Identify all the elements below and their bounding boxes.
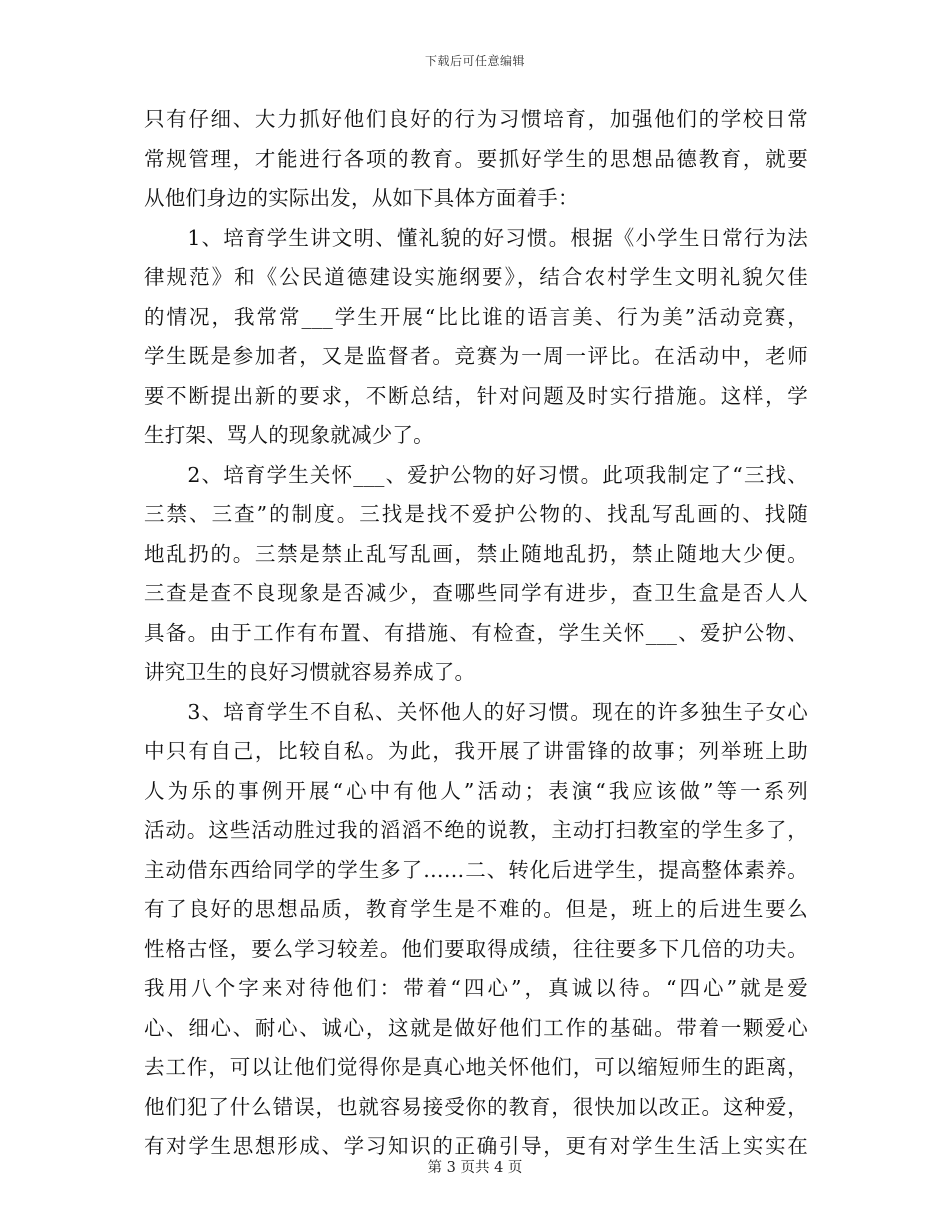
text-line: 生打架、骂人的现象就减少了。 bbox=[144, 423, 434, 447]
text-line: 地乱扔的。三禁是禁止乱写乱画，禁止随地乱扔，禁止随地大少便。 bbox=[144, 541, 808, 566]
text-line: 2、培育学生关怀___、爱护公物的好习惯。此项我制定了“三找、 bbox=[144, 462, 808, 487]
page-footer: 第 3 页共 4 页 bbox=[427, 1160, 523, 1176]
text-line: 心、细心、耐心、诚心，这就是做好他们工作的基础。带着一颗爱心 bbox=[144, 1015, 808, 1040]
text-line: 要不断提出新的要求，不断总结，针对问题及时实行措施。这样，学 bbox=[144, 383, 808, 408]
text-line: 讲究卫生的良好习惯就容易养成了。 bbox=[144, 660, 476, 684]
text-line: 有了良好的思想品质，教育学生是不难的。但是，班上的后进生要么 bbox=[144, 897, 808, 921]
text-line: 从他们身边的实际出发，从如下具体方面着手： bbox=[144, 186, 579, 210]
text-line: 的情况，我常常___学生开展“比比谁的语言美、行为美”活动竞赛， bbox=[144, 304, 808, 329]
text-line: 三禁、三查”的制度。三找是找不爱护公物的、找乱写乱画的、找随 bbox=[144, 502, 808, 526]
text-line: 性格古怪，要么学习较差。他们要取得成绩，往往要多下几倍的功夫。 bbox=[144, 936, 808, 961]
document-body bbox=[144, 100, 808, 1167]
text-line: 常规管理，才能进行各项的教育。要抓好学生的思想品德教育，就要 bbox=[144, 146, 808, 171]
text-line: 活动。这些活动胜过我的滔滔不绝的说教，主动打扫教室的学生多了， bbox=[144, 818, 808, 842]
text-line: 主动借东西给同学的学生多了……二、转化后进学生，提高整体素养。 bbox=[144, 857, 808, 882]
text-line: 他们犯了什么错误，也就容易接受你的教育，很快加以改正。这种爱， bbox=[144, 1094, 808, 1119]
text-line: 具备。由于工作有布置、有措施、有检查，学生关怀___、爱护公物、 bbox=[144, 620, 808, 645]
text-line: 三查是查不良现象是否减少，查哪些同学有进步，查卫生盒是否人人 bbox=[144, 581, 808, 605]
text-line: 律规范》和《公民道德建设实施纲要》，结合农村学生文明礼貌欠佳 bbox=[144, 265, 808, 289]
text-line: 3、培育学生不自私、关怀他人的好习惯。现在的许多独生子女心 bbox=[144, 699, 808, 724]
text-line: 1、培育学生讲文明、懂礼貌的好习惯。根据《小学生日常行为法 bbox=[144, 225, 808, 250]
text-line: 学生既是参加者，又是监督者。竞赛为一周一评比。在活动中，老师 bbox=[144, 344, 808, 368]
text-line: 有对学生思想形成、学习知识的正确引导，更有对学生生活上实实在 bbox=[144, 1134, 808, 1158]
text-line: 中只有自己，比较自私。为此，我开展了讲雷锋的故事；列举班上助 bbox=[144, 739, 808, 763]
text-line: 我用八个字来对待他们：带着“四心”，真诚以待。“四心”就是爱 bbox=[144, 976, 808, 1000]
page-header: 下载后可任意编辑 bbox=[424, 54, 525, 68]
text-line: 去工作，可以让他们觉得你是真心地关怀他们，可以缩短师生的距离， bbox=[144, 1055, 808, 1079]
text-line: 只有仔细、大力抓好他们良好的行为习惯培育，加强他们的学校日常 bbox=[144, 107, 808, 131]
text-line: 人为乐的事例开展“心中有他人”活动；表演“我应该做”等一系列 bbox=[144, 778, 808, 803]
